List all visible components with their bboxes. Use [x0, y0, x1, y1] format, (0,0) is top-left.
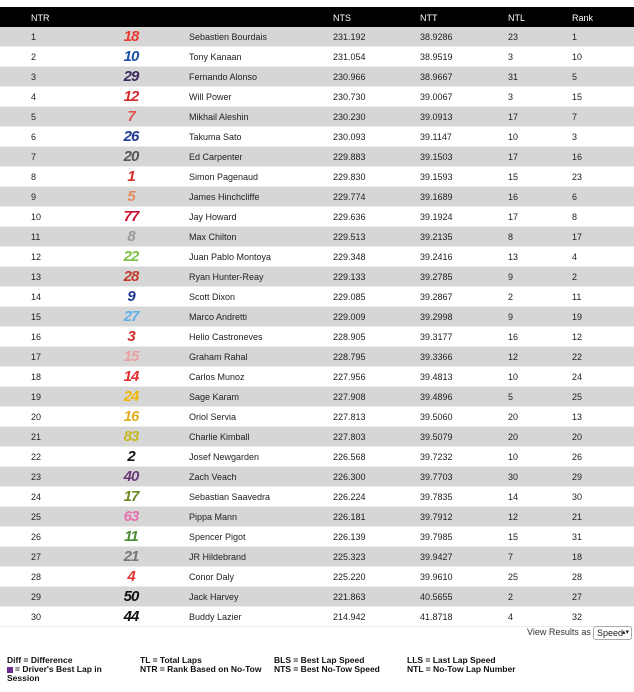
driver-name-cell[interactable]: Helio Castroneves: [189, 332, 263, 342]
ntr-cell: 12: [31, 252, 42, 262]
table-row: [0, 87, 634, 107]
nts-cell: 226.139: [333, 532, 366, 542]
nts-cell: 226.181: [333, 512, 366, 522]
ntl-cell: 4: [508, 612, 514, 622]
nts-cell: 227.813: [333, 412, 366, 422]
car-number-icon: 15: [123, 348, 139, 365]
table-row: [0, 167, 634, 187]
ntl-cell: 10: [508, 132, 519, 142]
ntr-cell: 19: [31, 392, 42, 402]
rank-cell: 1: [572, 32, 578, 42]
nts-cell: 229.085: [333, 292, 366, 302]
rank-cell: 12: [572, 332, 583, 342]
rank-cell: 7: [572, 112, 578, 122]
ntr-cell: 18: [31, 372, 42, 382]
car-number-icon: 9: [127, 288, 135, 305]
ntl-cell: 14: [508, 492, 519, 502]
car-number-icon: 1: [127, 168, 135, 185]
rank-cell: 18: [572, 552, 583, 562]
ntt-cell: 39.7985: [420, 532, 453, 542]
ntt-cell: 39.1147: [420, 132, 452, 142]
ntl-cell: 23: [508, 32, 519, 42]
driver-name-cell[interactable]: Mikhail Aleshin: [189, 112, 249, 122]
header-ntr[interactable]: NTR: [31, 13, 50, 23]
car-number-icon: 11: [124, 528, 138, 545]
nts-cell: 229.009: [333, 312, 366, 322]
legend-ntr: NTR = Rank Based on No-Tow: [140, 664, 262, 674]
rank-cell: 28: [572, 572, 583, 582]
car-number-icon: 21: [123, 548, 139, 565]
table-row: [0, 467, 634, 487]
nts-cell: 229.636: [333, 212, 366, 222]
table-row: [0, 267, 634, 287]
table-row: [0, 347, 634, 367]
ntr-cell: 4: [31, 92, 37, 102]
nts-cell: 227.956: [333, 372, 366, 382]
ntl-cell: 15: [508, 532, 519, 542]
rank-cell: 4: [572, 252, 578, 262]
ntl-cell: 13: [508, 252, 519, 262]
rank-cell: 2: [572, 272, 578, 282]
table-row: [0, 27, 634, 47]
driver-name-cell[interactable]: Ed Carpenter: [189, 152, 243, 162]
driver-name-cell[interactable]: Ryan Hunter-Reay: [189, 272, 264, 282]
table-row: [0, 547, 634, 567]
ntr-cell: 21: [31, 432, 42, 442]
nts-cell: 227.803: [333, 432, 366, 442]
ntr-cell: 13: [31, 272, 42, 282]
driver-name-cell[interactable]: Sebastian Saavedra: [189, 492, 271, 502]
header-rank[interactable]: Rank: [572, 13, 594, 23]
driver-name-cell[interactable]: Fernando Alonso: [189, 72, 258, 82]
ntr-cell: 10: [31, 212, 42, 222]
nts-cell: 229.830: [333, 172, 366, 182]
rank-cell: 21: [572, 512, 583, 522]
ntt-cell: 39.1593: [420, 172, 453, 182]
legend-tl: TL = Total Laps: [140, 655, 202, 665]
car-number-icon: 12: [123, 88, 139, 105]
view-results-select[interactable]: [593, 626, 632, 640]
table-row: [0, 427, 634, 447]
driver-name-cell[interactable]: Will Power: [189, 92, 232, 102]
ntr-cell: 15: [31, 312, 42, 322]
nts-cell: 229.774: [333, 192, 366, 202]
ntt-cell: 38.9519: [420, 52, 453, 62]
ntl-cell: 30: [508, 472, 519, 482]
driver-name-cell[interactable]: Simon Pagenaud: [189, 172, 259, 182]
car-number-icon: 20: [123, 148, 139, 165]
rank-cell: 26: [572, 452, 583, 462]
car-number-icon: 24: [123, 388, 139, 405]
header-ntl[interactable]: NTL: [508, 13, 526, 23]
ntt-cell: 39.9610: [420, 572, 453, 582]
car-number-icon: 7: [127, 108, 135, 125]
rank-cell: 32: [572, 612, 583, 622]
header-ntt[interactable]: NTT: [420, 13, 438, 23]
table-row: [0, 287, 634, 307]
rank-cell: 17: [572, 232, 583, 242]
ntt-cell: 39.5079: [420, 432, 453, 442]
ntt-cell: 39.7232: [420, 452, 453, 462]
ntl-cell: 3: [508, 52, 514, 62]
rank-cell: 20: [572, 432, 583, 442]
driver-name-cell[interactable]: Carlos Munoz: [189, 372, 245, 382]
nts-cell: 214.942: [333, 612, 366, 622]
table-row: [0, 507, 634, 527]
ntr-cell: 17: [31, 352, 42, 362]
ntr-cell: 6: [31, 132, 37, 142]
ntl-cell: 7: [508, 552, 514, 562]
car-number-icon: 22: [123, 248, 139, 265]
ntt-cell: 39.1924: [420, 212, 453, 222]
ntt-cell: 39.2785: [420, 272, 453, 282]
nts-cell: 231.054: [333, 52, 366, 62]
legend-best-lap-text: = Driver's Best Lap in Session: [7, 664, 102, 683]
table-row: [0, 207, 634, 227]
car-number-icon: 83: [123, 428, 139, 445]
ntt-cell: 39.7835: [420, 492, 453, 502]
table-row: [0, 567, 634, 587]
legend-bls: BLS = Best Lap Speed: [274, 655, 365, 665]
ntt-cell: 39.0067: [420, 92, 453, 102]
ntr-cell: 23: [31, 472, 42, 482]
driver-name-cell[interactable]: Takuma Sato: [189, 132, 242, 142]
ntr-cell: 1: [31, 32, 37, 42]
ntl-cell: 8: [508, 232, 514, 242]
driver-name-cell[interactable]: Jack Harvey: [189, 592, 239, 602]
ntl-cell: 17: [508, 112, 519, 122]
legend-col-2: [140, 656, 265, 674]
header-nts[interactable]: NTS: [333, 13, 351, 23]
car-number-icon: 2: [127, 448, 135, 465]
driver-name-cell[interactable]: Oriol Servia: [189, 412, 237, 422]
ntt-cell: 39.2998: [420, 312, 453, 322]
nts-cell: 229.348: [333, 252, 366, 262]
ntr-cell: 27: [31, 552, 42, 562]
ntt-cell: 39.4896: [420, 392, 453, 402]
driver-name-cell[interactable]: Max Chilton: [189, 232, 237, 242]
rank-cell: 13: [572, 412, 583, 422]
table-row: [0, 247, 634, 267]
nts-cell: 228.905: [333, 332, 366, 342]
ntr-cell: 2: [31, 52, 37, 62]
rank-cell: 30: [572, 492, 583, 502]
nts-cell: 228.795: [333, 352, 366, 362]
legend-ntl: NTL = No-Tow Lap Number: [407, 664, 516, 674]
view-results-selected: Speed: [597, 628, 624, 638]
nts-cell: 227.908: [333, 392, 366, 402]
nts-cell: 230.730: [333, 92, 366, 102]
car-number-icon: 17: [123, 488, 139, 505]
rank-cell: 31: [572, 532, 583, 542]
rank-cell: 24: [572, 372, 583, 382]
results-table-body: [0, 27, 634, 627]
ntr-cell: 29: [31, 592, 42, 602]
ntr-cell: 14: [31, 292, 42, 302]
car-number-icon: 4: [127, 568, 135, 585]
ntl-cell: 15: [508, 172, 519, 182]
legend-diff: Diff = Difference: [7, 655, 73, 665]
nts-cell: 230.093: [333, 132, 366, 142]
driver-name-cell[interactable]: Conor Daly: [189, 572, 235, 582]
nts-cell: 225.220: [333, 572, 366, 582]
ntt-cell: 39.5060: [420, 412, 453, 422]
car-number-icon: 44: [123, 608, 139, 625]
ntl-cell: 16: [508, 332, 519, 342]
best-lap-swatch-icon: [7, 667, 13, 673]
car-number-icon: 27: [123, 308, 139, 325]
ntt-cell: 39.7703: [420, 472, 453, 482]
ntr-cell: 22: [31, 452, 42, 462]
ntr-cell: 3: [31, 72, 37, 82]
table-row: [0, 367, 634, 387]
ntl-cell: 2: [508, 592, 514, 602]
driver-name-cell[interactable]: Spencer Pigot: [189, 532, 246, 542]
table-row: [0, 147, 634, 167]
rank-cell: 11: [572, 292, 582, 302]
select-arrows-icon: ▴▾: [621, 629, 629, 636]
car-number-icon: 77: [123, 208, 139, 225]
ntt-cell: 39.1503: [420, 152, 453, 162]
legend-lls: LLS = Last Lap Speed: [407, 655, 496, 665]
nts-cell: 230.966: [333, 72, 366, 82]
car-number-icon: 26: [123, 128, 139, 145]
ntt-cell: 38.9286: [420, 32, 453, 42]
driver-name-cell[interactable]: Graham Rahal: [189, 352, 248, 362]
table-row: [0, 127, 634, 147]
driver-name-cell[interactable]: Marco Andretti: [189, 312, 248, 322]
ntt-cell: 40.5655: [420, 592, 453, 602]
rank-cell: 29: [572, 472, 583, 482]
nts-cell: 226.568: [333, 452, 366, 462]
ntr-cell: 28: [31, 572, 42, 582]
ntt-cell: 39.3177: [420, 332, 453, 342]
driver-name-cell[interactable]: Sage Karam: [189, 392, 240, 402]
car-number-icon: 28: [123, 268, 139, 285]
ntt-cell: 39.2416: [420, 252, 453, 262]
legend-col-1: [7, 656, 132, 683]
driver-name-cell[interactable]: James Hinchcliffe: [189, 192, 260, 202]
table-row: [0, 607, 634, 627]
car-number-icon: 50: [123, 588, 139, 605]
view-results-label: View Results as: [527, 627, 591, 637]
car-number-icon: 3: [127, 328, 135, 345]
rank-cell: 23: [572, 172, 583, 182]
rank-cell: 22: [572, 352, 583, 362]
table-row: [0, 387, 634, 407]
rank-cell: 10: [572, 52, 583, 62]
ntl-cell: 12: [508, 352, 519, 362]
ntt-cell: 39.3366: [420, 352, 453, 362]
ntl-cell: 9: [508, 312, 514, 322]
legend-col-4: [407, 656, 532, 674]
driver-name-cell[interactable]: Tony Kanaan: [189, 52, 242, 62]
car-number-icon: 40: [123, 468, 139, 485]
rank-cell: 5: [572, 72, 578, 82]
table-row: [0, 327, 634, 347]
rank-cell: 8: [572, 212, 578, 222]
ntt-cell: 39.0913: [420, 112, 453, 122]
car-number-icon: 10: [123, 48, 139, 65]
driver-name-cell[interactable]: Buddy Lazier: [189, 612, 242, 622]
table-row: [0, 587, 634, 607]
ntl-cell: 10: [508, 372, 519, 382]
driver-name-cell[interactable]: Scott Dixon: [189, 292, 236, 302]
legend-nts: NTS = Best No-Tow Speed: [274, 664, 380, 674]
car-number-icon: 14: [123, 368, 139, 385]
rank-cell: 16: [572, 152, 583, 162]
rank-cell: 19: [572, 312, 583, 322]
ntr-cell: 8: [31, 172, 37, 182]
driver-name-cell[interactable]: Charlie Kimball: [189, 432, 250, 442]
nts-cell: 230.230: [333, 112, 366, 122]
ntl-cell: 20: [508, 432, 519, 442]
ntl-cell: 25: [508, 572, 519, 582]
nts-cell: 225.323: [333, 552, 366, 562]
table-row: [0, 227, 634, 247]
table-row: [0, 487, 634, 507]
rank-cell: 15: [572, 92, 583, 102]
driver-name-cell[interactable]: Sebastien Bourdais: [189, 32, 268, 42]
nts-cell: 229.513: [333, 232, 366, 242]
driver-name-cell[interactable]: Juan Pablo Montoya: [189, 252, 272, 262]
driver-name-cell[interactable]: Zach Veach: [189, 472, 237, 482]
rank-cell: 6: [572, 192, 578, 202]
rank-cell: 27: [572, 592, 583, 602]
table-row: [0, 447, 634, 467]
table-row: [0, 527, 634, 547]
ntl-cell: 16: [508, 192, 519, 202]
ntt-cell: 39.9427: [420, 552, 453, 562]
ntt-cell: 39.7912: [420, 512, 453, 522]
ntr-cell: 30: [31, 612, 42, 622]
ntr-cell: 24: [31, 492, 42, 502]
ntr-cell: 9: [31, 192, 37, 202]
table-row: [0, 47, 634, 67]
car-number-icon: 5: [127, 188, 135, 205]
nts-cell: 229.133: [333, 272, 366, 282]
ntt-cell: 41.8718: [420, 612, 453, 622]
table-row: [0, 307, 634, 327]
ntr-cell: 16: [31, 332, 42, 342]
nts-cell: 226.300: [333, 472, 366, 482]
table-row: [0, 187, 634, 207]
ntt-cell: 39.1689: [420, 192, 453, 202]
ntr-cell: 5: [31, 112, 37, 122]
ntt-cell: 39.2867: [420, 292, 453, 302]
ntt-cell: 38.9667: [420, 72, 453, 82]
ntl-cell: 3: [508, 92, 514, 102]
legend-col-3: [274, 656, 399, 674]
ntr-cell: 20: [31, 412, 42, 422]
ntr-cell: 7: [31, 152, 37, 162]
ntt-cell: 39.2135: [420, 232, 453, 242]
nts-cell: 226.224: [333, 492, 366, 502]
car-number-icon: 63: [123, 508, 139, 525]
ntr-cell: 11: [31, 232, 41, 242]
ntr-cell: 26: [31, 532, 42, 542]
ntl-cell: 5: [508, 392, 514, 402]
rank-cell: 3: [572, 132, 578, 142]
ntr-cell: 25: [31, 512, 42, 522]
table-row: [0, 67, 634, 87]
ntl-cell: 10: [508, 452, 519, 462]
table-row: [0, 407, 634, 427]
ntl-cell: 9: [508, 272, 514, 282]
nts-cell: 229.883: [333, 152, 366, 162]
ntl-cell: 17: [508, 152, 519, 162]
legend-best-lap: [7, 665, 132, 683]
car-number-icon: 16: [123, 408, 139, 425]
driver-name-cell[interactable]: Josef Newgarden: [189, 452, 260, 462]
car-number-icon: 18: [123, 28, 139, 45]
results-table-header: [0, 7, 634, 27]
ntl-cell: 17: [508, 212, 519, 222]
ntt-cell: 39.4813: [420, 372, 453, 382]
rank-cell: 25: [572, 392, 583, 402]
driver-name-cell[interactable]: Pippa Mann: [189, 512, 238, 522]
nts-cell: 231.192: [333, 32, 366, 42]
car-number-icon: 8: [127, 228, 135, 245]
driver-name-cell[interactable]: JR Hildebrand: [189, 552, 247, 562]
ntl-cell: 31: [508, 72, 519, 82]
car-number-icon: 29: [123, 68, 139, 85]
ntl-cell: 12: [508, 512, 519, 522]
ntl-cell: 20: [508, 412, 519, 422]
ntl-cell: 2: [508, 292, 514, 302]
nts-cell: 221.863: [333, 592, 366, 602]
driver-name-cell[interactable]: Jay Howard: [189, 212, 237, 222]
table-row: [0, 107, 634, 127]
